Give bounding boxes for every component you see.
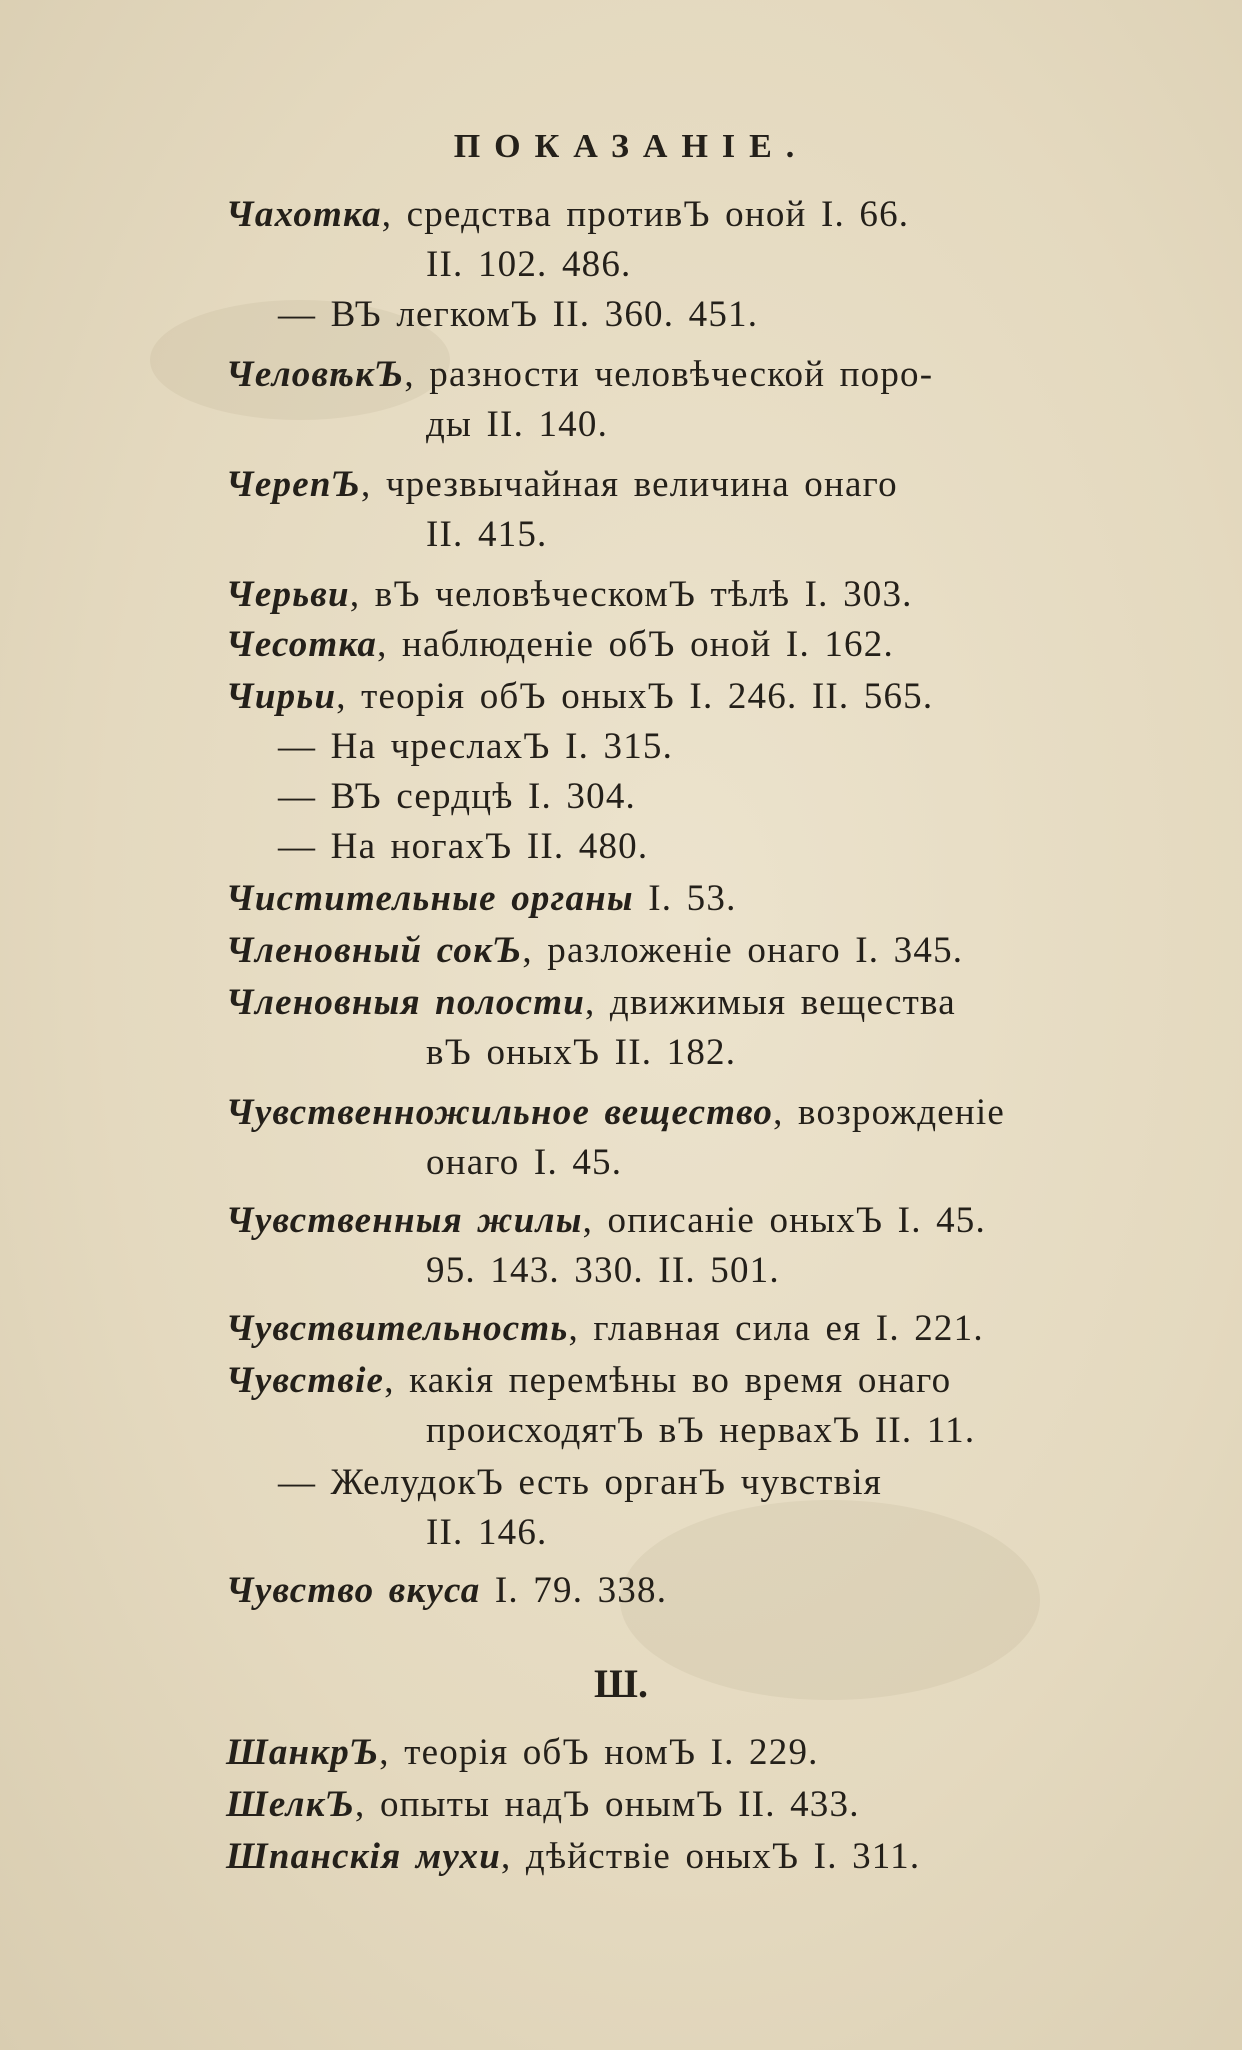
index-subentry: [278, 722, 1158, 772]
subentry-continuation: II. 146.: [426, 1512, 548, 1553]
entry-text: , возрожденіе: [773, 1092, 1005, 1133]
entry-term: Чувственножильное вещество: [226, 1092, 774, 1133]
entry-term: Чистительные органы: [226, 878, 634, 919]
entry-term: Чувствіе: [226, 1360, 385, 1401]
entry-term: Чесотка: [226, 624, 378, 665]
index-entry: [226, 926, 1146, 976]
entry-text: , вЪ человѣческомЪ тѣлѣ I. 303.: [349, 574, 913, 615]
entry-continuation: ды II. 140.: [426, 404, 609, 445]
entry-text: , разложеніе онаго I. 345.: [522, 930, 964, 971]
subentry-text: — ЖелудокЪ есть органЪ чувствія: [278, 1462, 883, 1503]
entry-text: , какія перемѣны во время онаго: [384, 1360, 952, 1401]
entry-continuation: вЪ оныхЪ II. 182.: [426, 1032, 737, 1073]
entry-term: Чувство вкуса: [226, 1570, 481, 1611]
index-entry: [226, 350, 1146, 450]
entry-text: I. 53.: [633, 878, 737, 919]
index-subentry: [278, 1458, 1158, 1558]
entry-text: , описаніе оныхЪ I. 45.: [582, 1200, 986, 1241]
entry-continuation: 95. 143. 330. II. 501.: [426, 1250, 780, 1291]
index-entry: [226, 1780, 1146, 1830]
index-entry: [226, 672, 1146, 722]
entry-text: , чрезвычайная величина онаго: [360, 464, 898, 505]
entry-continuation: II. 102. 486.: [426, 244, 632, 285]
entry-text: , теорія обЪ номЪ I. 229.: [379, 1732, 819, 1773]
entry-text: , дѣйствіе оныхЪ I. 311.: [501, 1836, 921, 1877]
entry-term: ШелкЪ: [226, 1784, 356, 1825]
entry-text: , средства противЪ оной I. 66.: [381, 194, 910, 235]
entry-continuation: происходятЪ вЪ нервахЪ II. 11.: [426, 1410, 976, 1451]
entry-term: Шпанскія мухи: [226, 1836, 502, 1877]
entry-term: Чувствительность: [226, 1308, 569, 1349]
index-entry: [226, 978, 1146, 1078]
page-header: ПОКАЗАНІЕ.: [453, 128, 809, 165]
index-entry: [226, 1196, 1146, 1296]
entry-term: Черьви: [226, 574, 350, 615]
index-entry: [226, 1832, 1146, 1882]
index-entry: [226, 1566, 1146, 1616]
entry-term: ЧерепЪ: [226, 464, 361, 505]
entry-continuation: онаго I. 45.: [426, 1142, 623, 1183]
index-entry: [226, 1356, 1146, 1456]
entry-text: , теорія обЪ оныхЪ I. 246. II. 565.: [336, 676, 934, 717]
index-subentry: [278, 822, 1158, 872]
entry-continuation: II. 415.: [426, 514, 548, 555]
index-entry: [226, 1304, 1146, 1354]
entry-term: Чахотка: [226, 194, 382, 235]
entry-term: Членовныя полости: [226, 982, 586, 1023]
subentry-text: — На ногахЪ II. 480.: [278, 826, 649, 867]
entry-text: , наблюденіе обЪ оной I. 162.: [377, 624, 894, 665]
index-entry: [226, 1728, 1146, 1778]
index-subentry: [278, 290, 1158, 340]
entry-term: ШанкрЪ: [226, 1732, 380, 1773]
index-entry: [226, 190, 1146, 290]
entry-term: ЧеловѣкЪ: [226, 354, 405, 395]
entry-term: Чирьи: [226, 676, 337, 717]
index-entry: [226, 1088, 1146, 1188]
index-entry: [226, 570, 1146, 620]
subentry-text: — ВЪ сердцѣ I. 304.: [278, 776, 636, 817]
entry-text: I. 79. 338.: [480, 1570, 668, 1611]
section-letter: Ш.: [594, 1661, 648, 1706]
index-entry: [226, 874, 1146, 924]
index-subentry: [278, 772, 1158, 822]
subentry-text: — ВЪ легкомЪ II. 360. 451.: [278, 294, 759, 335]
entry-term: Чувственныя жилы: [226, 1200, 583, 1241]
entry-text: , разности человѣческой поро-: [404, 354, 934, 395]
subentry-text: — На чреслахЪ I. 315.: [278, 726, 674, 767]
entry-text: , главная сила ея I. 221.: [568, 1308, 984, 1349]
index-entry: [226, 460, 1146, 560]
entry-text: , движимыя вещества: [585, 982, 956, 1023]
entry-term: Членовный сокЪ: [226, 930, 523, 971]
index-entry: [226, 620, 1146, 670]
entry-text: , опыты надЪ онымЪ II. 433.: [355, 1784, 860, 1825]
